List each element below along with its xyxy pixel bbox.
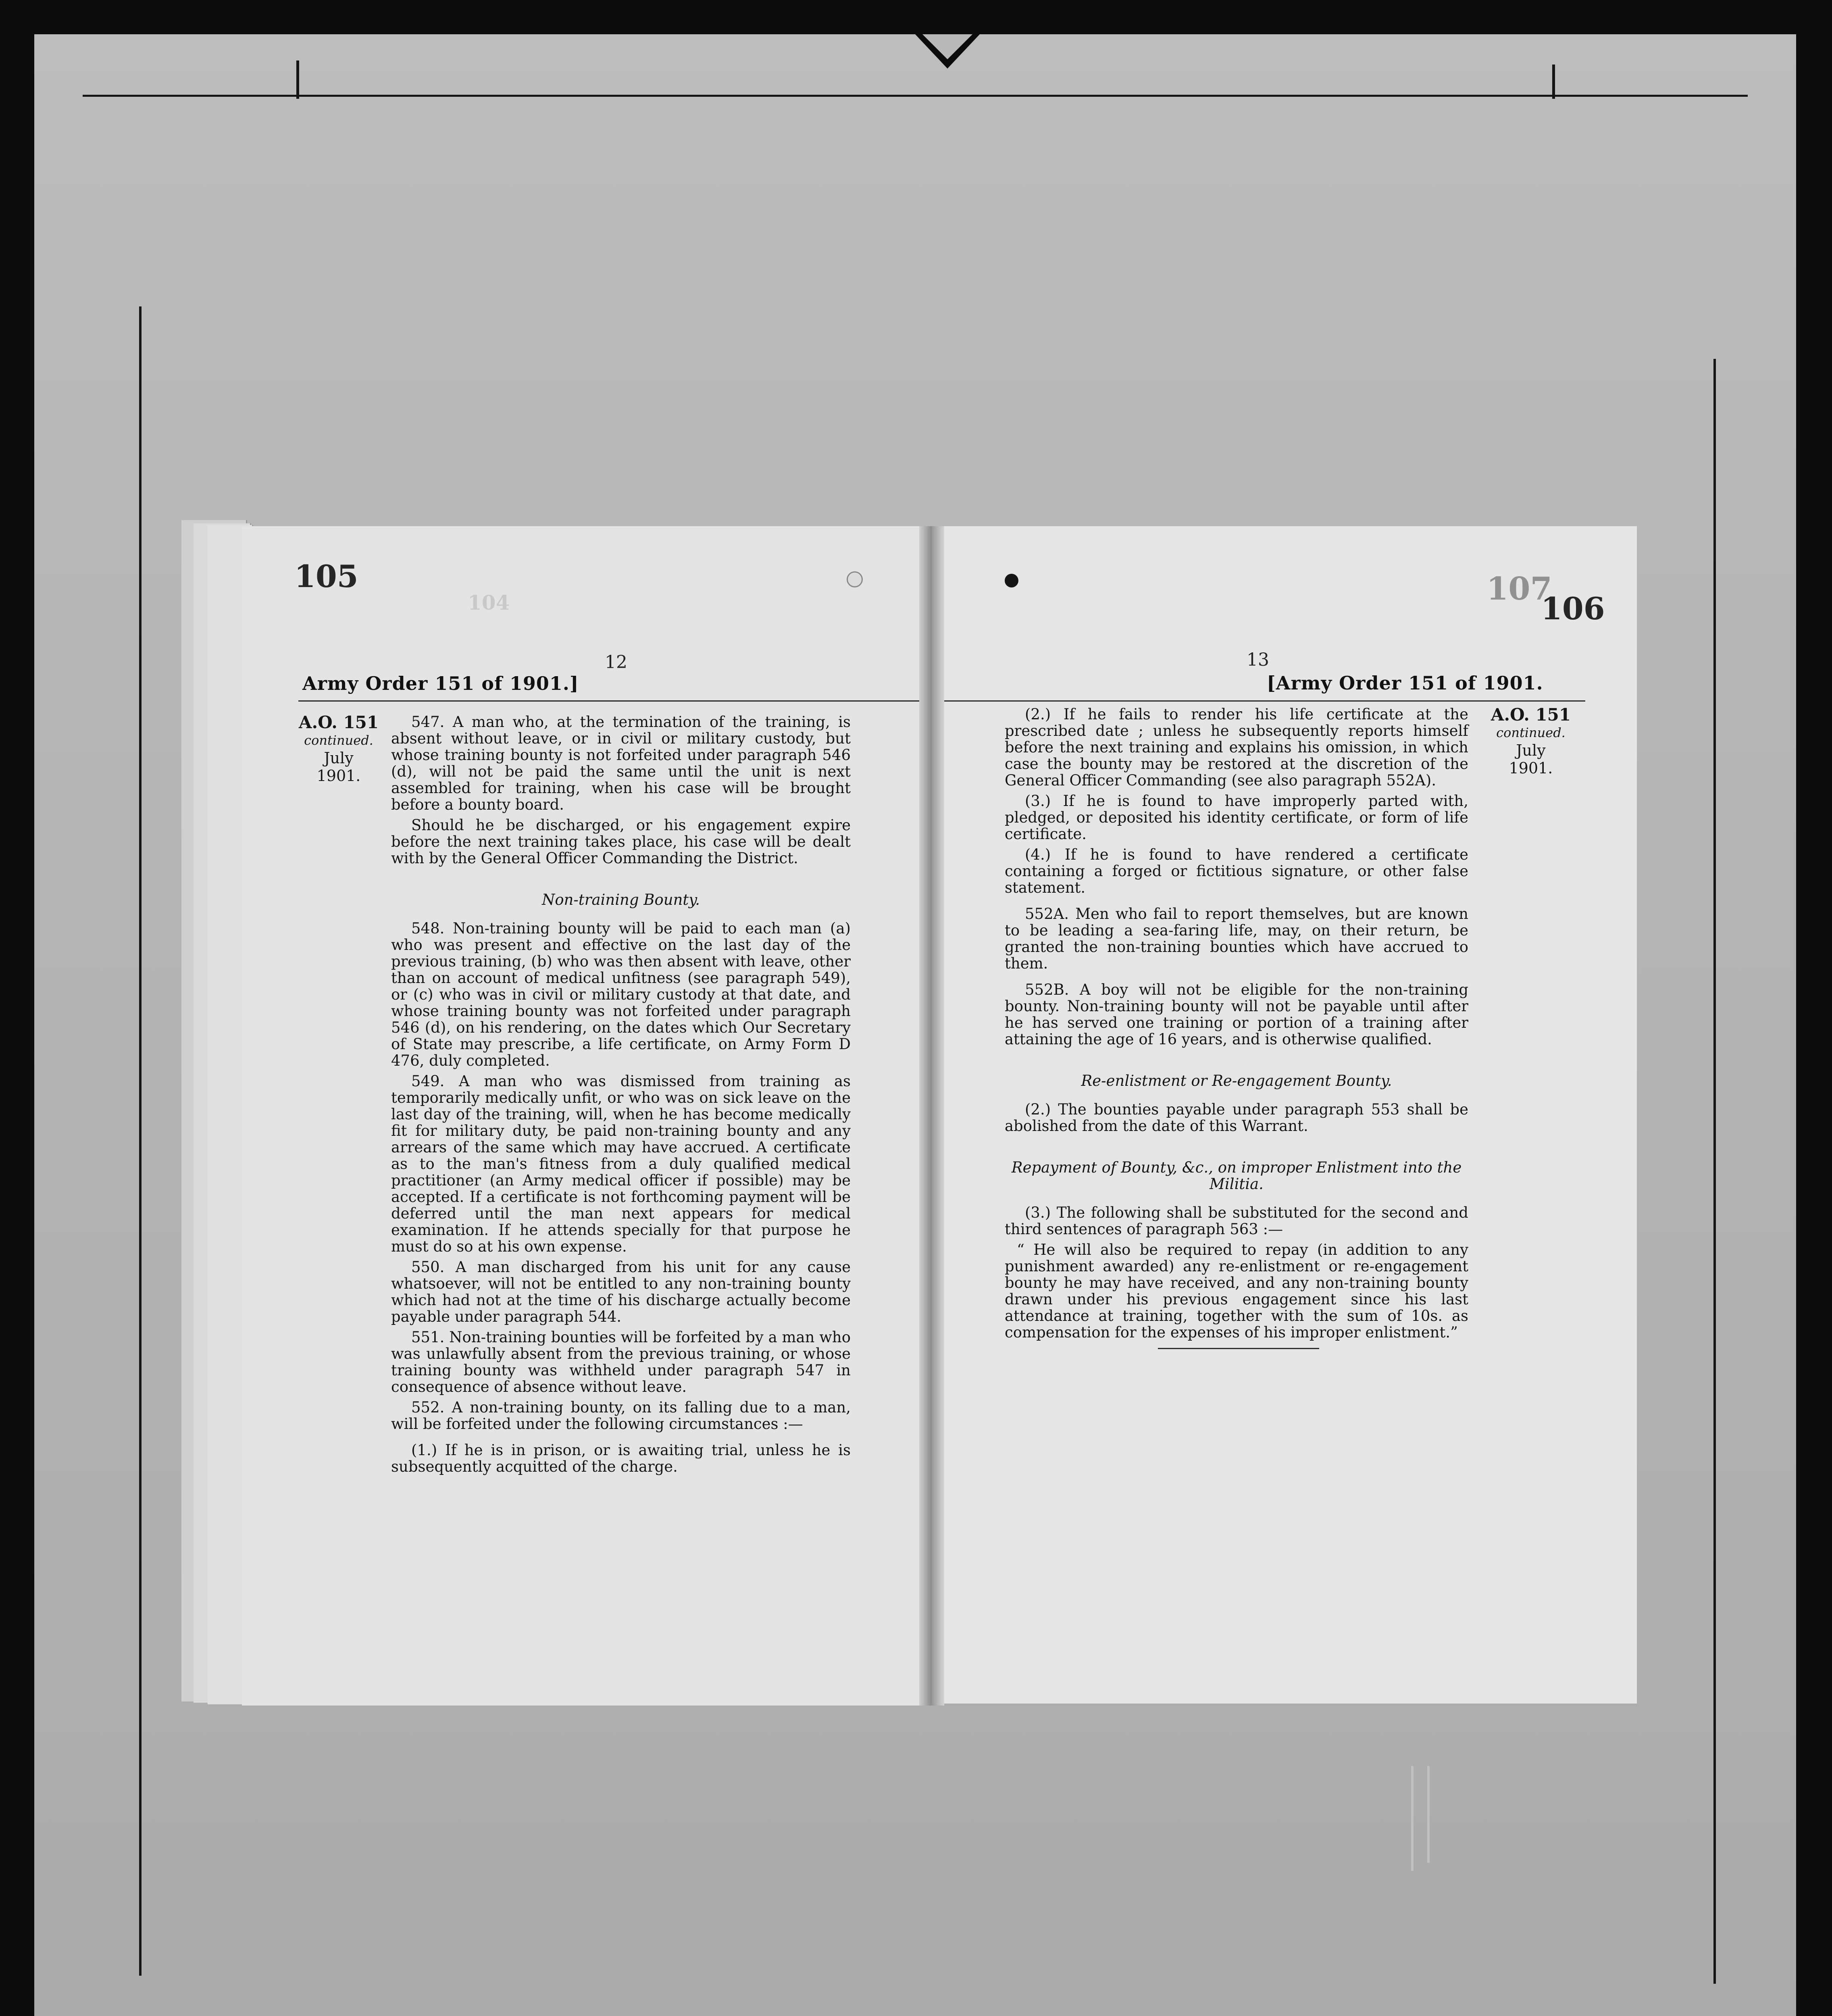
- margin-ao: A.O. 151: [1491, 705, 1571, 725]
- margin-month: July: [1516, 741, 1546, 759]
- paragraph-552: 552. A non-training bounty, on its falling due to a man, will be forfeited under the following circumstances :—: [391, 1399, 851, 1433]
- left-ghost-stamp: 104: [468, 591, 510, 614]
- paragraph-563: (3.) The following shall be substituted for the second and third sentences of paragraph 563 :—: [1005, 1204, 1468, 1238]
- section-heading-repayment: Repayment of Bounty, &c., on improper Enlistment into the Militia.: [1011, 1159, 1462, 1193]
- film-left-rule: [139, 306, 142, 1976]
- paragraph-552-3: (3.) If he is found to have improperly parted with, pledged, or deposited his identity certificate, or form of life certificate.: [1005, 792, 1468, 843]
- paragraph-547: 547. A man who, at the termination of the training, is absent without leave, or in civil or military custody, but whose training bounty is not forfeited under paragraph 546 (d), will not be paid the same until the unit is next assembled for training, when his case will be brought before a bounty board.: [391, 713, 851, 813]
- section-heading-non-training: Non-training Bounty.: [541, 891, 700, 908]
- paragraph-547-cont: Should he be discharged, or his engagement expire before the next training takes place, his case will be dealt with by the General Officer Commanding the District.: [391, 816, 851, 867]
- paragraph-552b: 552B. A boy will not be eligible for the non-training bounty. Non-training bounty will not be payable until after he has served one training or portion of a training after attaining the age of 16 years, and is otherwise qualified.: [1005, 981, 1468, 1048]
- paragraph-552a: 552A. Men who fail to report themselves, but are known to be leading a sea-faring life, may, on their return, be granted the non-training bounties which have accrued to them.: [1005, 905, 1468, 972]
- punch-hole: [847, 571, 863, 587]
- paragraph-552-2: (2.) If he fails to render his life certificate at the prescribed date ; unless he subsequently reports himself before the next training and explains his omission, in which case the bounty may be restored at the discretion of the General Officer Commanding (see also paragraph 552A).: [1005, 706, 1468, 789]
- film-top-rule: [83, 95, 1748, 97]
- book-gutter: [919, 526, 944, 1706]
- left-running-head: Army Order 151 of 1901.]: [302, 673, 579, 694]
- book-spread: [181, 520, 1649, 1714]
- punch-hole: [1005, 574, 1018, 587]
- right-header-rule: [944, 700, 1585, 702]
- paragraph-553: (2.) The bounties payable under paragraph 553 shall be abolished from the date of this Warrant.: [1005, 1101, 1468, 1135]
- margin-ao: A.O. 151: [298, 712, 379, 732]
- right-margin-note: [1484, 706, 1577, 777]
- left-header-rule: [298, 700, 919, 702]
- film-tick-right: [1552, 65, 1555, 99]
- paragraph-550: 550. A man discharged from his unit for any cause whatsoever, will not be entitled to any non-training bounty which had not at the time of his discharge actually become payable under paragraph 544.: [391, 1258, 851, 1325]
- right-ghost-folio: 107: [1486, 571, 1552, 607]
- closing-rule: [1158, 1348, 1319, 1349]
- film-right-rule: [1713, 359, 1716, 1984]
- section-heading-re-enlistment: Re-enlistment or Re-engagement Bounty.: [1081, 1072, 1392, 1089]
- left-page-number: 12: [605, 652, 627, 673]
- film-notch-icon: [915, 34, 980, 71]
- right-running-head: [Army Order 151 of 1901.: [1267, 672, 1543, 694]
- left-text-column: [391, 714, 851, 1479]
- paragraph-549: 549. A man who was dismissed from training as temporarily medically unfit, or who was on sick leave on the last day of the training, will, when he has become medically fit for military duty, be paid non-training bounty and any arrears of the same which may have accrued. A certificate as to the man's fitness from a duly qualified medical practitioner (an Army medical officer if possible) may be accepted. If a certificate is not forthcoming payment will be deferred until the man next appears for medical examination. If he attends specially for that purpose he must do so at his own expense.: [391, 1073, 851, 1255]
- left-page: [242, 526, 919, 1706]
- right-text-column: [1005, 706, 1468, 1349]
- right-page: [944, 526, 1637, 1704]
- margin-year: 1901.: [1509, 759, 1553, 777]
- left-folio-number: 105: [294, 558, 358, 594]
- left-margin-note: [294, 714, 383, 785]
- paragraph-548: 548. Non-training bounty will be paid to each man (a) who was present and effective on the last day of the previous training, (b) who was then absent with leave, other than on account of medical unfitness (see paragraph 549), or (c) who was in civil or military custody at that date, and whose training bounty was not forfeited under paragraph 546 (d), on his rendering, on the dates which Our Secretary of State may prescribe, a life certificate, on Army Form D 476, duly completed.: [391, 920, 851, 1069]
- paragraph-563-quote: “ He will also be required to repay (in addition to any punishment awarded) any re-enlistment or re-engagement bounty he may have received, and any non-training bounty drawn under his previous engagement since his last attendance at training, together with the sum of 10s. as compensation for the expenses of his improper enlistment.”: [1005, 1241, 1468, 1341]
- paragraph-551: 551. Non-training bounties will be forfeited by a man who was unlawfully absent from the previous training, or whose training bounty was withheld under paragraph 547 in consequence of absence without leave.: [391, 1329, 851, 1395]
- margin-month: July: [324, 749, 354, 767]
- right-page-number: 13: [1247, 650, 1269, 670]
- margin-year: 1901.: [316, 767, 361, 785]
- margin-continued: continued.: [304, 733, 373, 748]
- film-scratch: [1411, 1766, 1414, 1871]
- paragraph-552-4: (4.) If he is found to have rendered a certificate containing a forged or fictitious signature, or other false statement.: [1005, 846, 1468, 896]
- film-scratch: [1427, 1766, 1430, 1863]
- right-folio-number: 106: [1541, 591, 1605, 627]
- film-tick-left: [296, 60, 299, 99]
- margin-continued: continued.: [1496, 725, 1566, 740]
- paragraph-552-1: (1.) If he is in prison, or is awaiting trial, unless he is subsequently acquitted of the charge.: [391, 1441, 851, 1475]
